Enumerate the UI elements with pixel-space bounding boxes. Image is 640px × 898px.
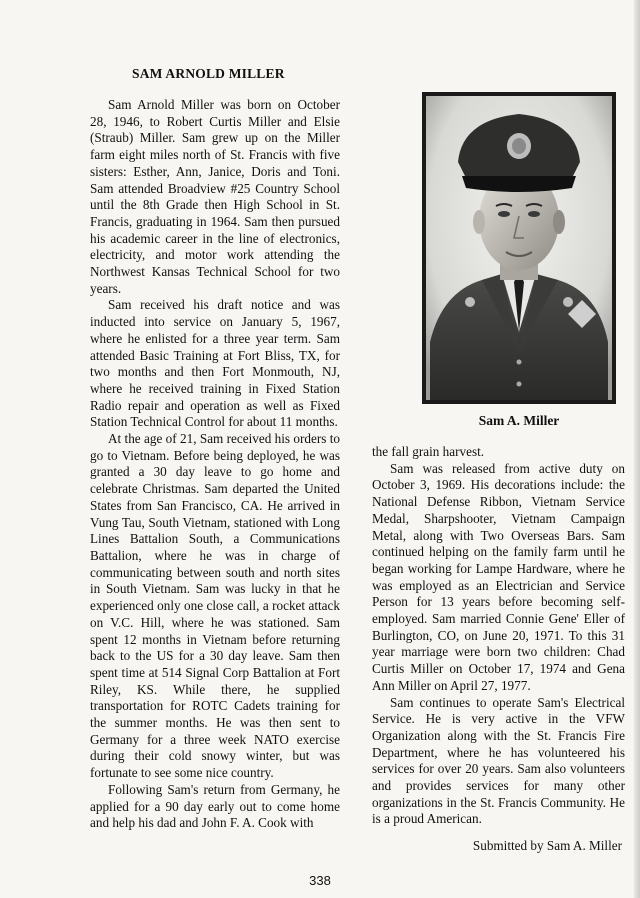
paragraph-vietnam: At the age of 21, Sam received his orders to go to Vietnam. Before being deployed, he was granted a 30 day leave to go home and celebrate Christmas. Sam departed the United States from San Francisco, CA. He arrived in Vung Tau, South Vietnam, stationed with Long Lines Battalion South, a Communications Battalion, where he was in charge of communicating between south and north sites in South Vietnam. Sam was lucky in that he experienced only one close call, a rocket attack on V.C. Hill, where he was stationed. Sam spent 12 months in Vietnam before returning back to the US for a 30 day leave. Sam then spent time at 514 Signal Corp Battalion at Fort Riley, KS. While there, he supplied transportation for ROTC Cadets training for the summer months. He was then sent to Germany for a three week NATO exercise during their cold snowy winter, but was fortunate to see some nice country. (90, 431, 340, 781)
portrait-photo (422, 92, 616, 404)
paragraph-decorations: Sam was released from active duty on October 3, 1969. His decorations include: the National Defense Ribbon, Vietnam Service Medal, Sharpshooter, Vietnam Campaign Metal, along with Two Overseas Bars. Sam continued helping on the family farm until he began working for Lampe Hardware, where he was employed as an Electrician and Service Person for 13 years before becoming self-employed. Sam married Connie Gene' Eller of Burlington, CO, on June 20, 1971. To this 31 year marriage were born two children: Chad Curtis Miller on October 17, 1974 and Gena Ann Miller on April 27, 1977. (372, 460, 625, 693)
photo-caption: Sam A. Miller (478, 413, 560, 428)
right-column (372, 444, 625, 828)
page-edge-shadow (634, 0, 640, 898)
paragraph-return-end: the fall grain harvest. (372, 444, 485, 459)
submitted-by: Submitted by Sam A. Miller (472, 838, 622, 853)
soldier-portrait-illustration (422, 92, 616, 404)
paragraph-draft: Sam received his draft notice and was inducted into service on January 5, 1967, where he enlisted for a three year term. Sam attended Basic Training at Fort Bliss, TX, for two months and then Fort Monmouth, NJ, where he received training in Fixed Station Radio repair and operation as well as Fixed Station Technical Control for about 11 months. (90, 297, 340, 430)
paragraph-return-start: Following Sam's return from Germany, he applied for a 90 day early out to come home and help his dad and John F. A. Cook with (90, 781, 340, 831)
article-title: SAM ARNOLD MILLER (132, 66, 285, 81)
paragraph-early-life: Sam Arnold Miller was born on October 28, 1946, to Robert Curtis Miller and Elsie (Straub) Miller. Sam grew up on the Miller farm eight miles north of St. Francis with five sisters: Esther, Ann, Janice, Doris and Toni. Sam attended Broadview #25 Country School until the 8th Grade then High School in St. Francis, graduating in 1964. Sam then pursued his academic career in the line of electronics, electricity, and motor work attending the Northwest Kansas Technical School for two years. (90, 97, 340, 296)
paragraph-present: Sam continues to operate Sam's Electrical Service. He is very active in the VFW Organization along with the St. Francis Fire Department, where he has volunteered his services for over 20 years. Sam also volunteers and provides services for many other organizations in the St. Francis Community. He is a proud American. (372, 694, 625, 827)
page-number: 338 (309, 873, 331, 888)
left-column (90, 97, 340, 832)
